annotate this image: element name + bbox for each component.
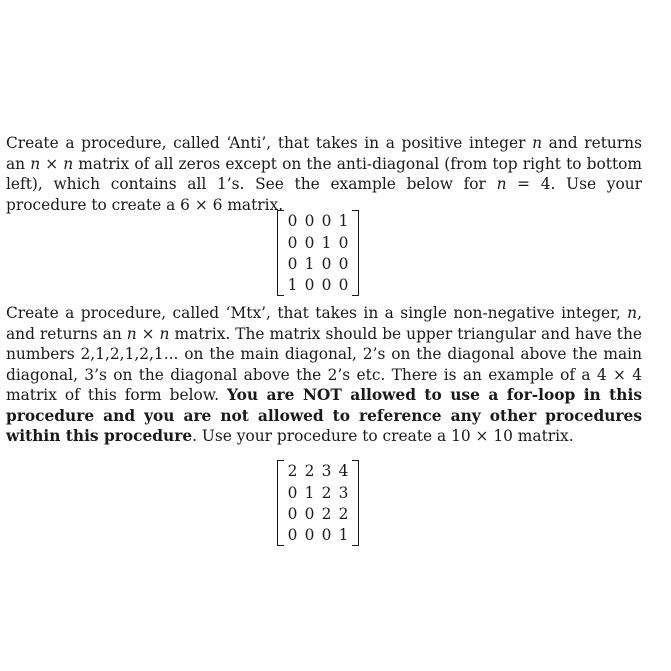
text-segment: , and returns an (6, 304, 642, 343)
text-segment: matrix. The matrix should be upper triangular and have the numbers 2,1,2,1,2,1... on the main diagonal, 2’s on the diagonal above the main diagonal, 3’s on the diagonal above the 2’s etc. There is an example of a 4 × 4 matrix of this form below. (6, 324, 643, 404)
right-bracket (352, 253, 359, 274)
matrix-cell: 2 (338, 504, 349, 523)
text-segment: matrix of all zeros except on the anti-diagonal (from top right to bottom left), which contains all 1’s. See the example below for (6, 154, 642, 193)
text-segment: and returns an (6, 134, 642, 173)
matrix-cell: 0 (304, 525, 315, 544)
matrix-row (278, 232, 359, 253)
text-segment: Create a procedure, called ‘Anti’, that takes in a positive integer (6, 134, 533, 152)
matrix-cell: 4 (338, 462, 349, 481)
right-bracket (352, 461, 359, 483)
text-segment: = 4. Use your procedure to create a 6 × 6 matrix. (6, 175, 642, 214)
matrix-row (278, 211, 359, 233)
matrix-cell: 1 (321, 233, 332, 252)
matrix-row (278, 503, 359, 524)
matrix-cell: 0 (304, 212, 315, 231)
problem-anti-text (6, 133, 642, 215)
matrix-cell: 1 (338, 212, 349, 231)
matrix-cell: 2 (321, 483, 332, 502)
matrix-row (278, 482, 359, 503)
text-segment: . Use your procedure to create a 10 × 10 matrix. (192, 427, 574, 445)
matrix-cell: 0 (321, 254, 332, 273)
math-dimension: n × n (126, 324, 170, 343)
matrix-cell: 0 (321, 275, 332, 294)
matrix-cell: 0 (287, 504, 298, 523)
matrix-row (278, 461, 359, 483)
math-variable: n (627, 304, 638, 322)
matrix-cell: 0 (287, 212, 298, 231)
math-variable: n (532, 134, 543, 152)
right-bracket (352, 274, 359, 296)
matrix-cell: 3 (321, 462, 332, 481)
problem-mtx-text (6, 303, 642, 447)
matrix-cell: 0 (287, 483, 298, 502)
matrix-cell: 0 (321, 212, 332, 231)
matrix-cell: 0 (338, 275, 349, 294)
matrix-cell: 0 (287, 525, 298, 544)
matrix-cell: 3 (338, 483, 349, 502)
matrix-cell: 0 (321, 525, 332, 544)
anti-example-matrix (277, 210, 359, 296)
matrix-cell: 2 (287, 462, 298, 481)
matrix-cell: 1 (304, 254, 315, 273)
right-bracket (352, 503, 359, 524)
math-dimension: n × n (30, 154, 74, 173)
matrix-cell: 0 (338, 233, 349, 252)
matrix-row (278, 274, 359, 296)
bold-restriction: You are NOT allowed to use a for-loop in this procedure and you are not allowed to reference any other procedures within this procedure (6, 386, 642, 445)
matrix-cell: 0 (338, 254, 349, 273)
matrix-cell: 1 (287, 275, 298, 294)
matrix-cell: 0 (304, 233, 315, 252)
right-bracket (352, 211, 359, 233)
mtx-example-matrix (277, 460, 359, 546)
math-variable: n (496, 175, 507, 193)
right-bracket (352, 482, 359, 503)
matrix-row (278, 524, 359, 546)
matrix-row (278, 253, 359, 274)
right-bracket (352, 524, 359, 546)
text-segment: Create a procedure, called ‘Mtx’, that takes in a single non-negative integer, (6, 304, 628, 322)
matrix-cell: 1 (338, 525, 349, 544)
matrix-cell: 2 (321, 504, 332, 523)
matrix-cell: 2 (304, 462, 315, 481)
matrix-cell: 0 (287, 254, 298, 273)
right-bracket (352, 232, 359, 253)
matrix-cell: 1 (304, 483, 315, 502)
matrix-cell: 0 (304, 504, 315, 523)
matrix-cell: 0 (304, 275, 315, 294)
matrix-cell: 0 (287, 233, 298, 252)
